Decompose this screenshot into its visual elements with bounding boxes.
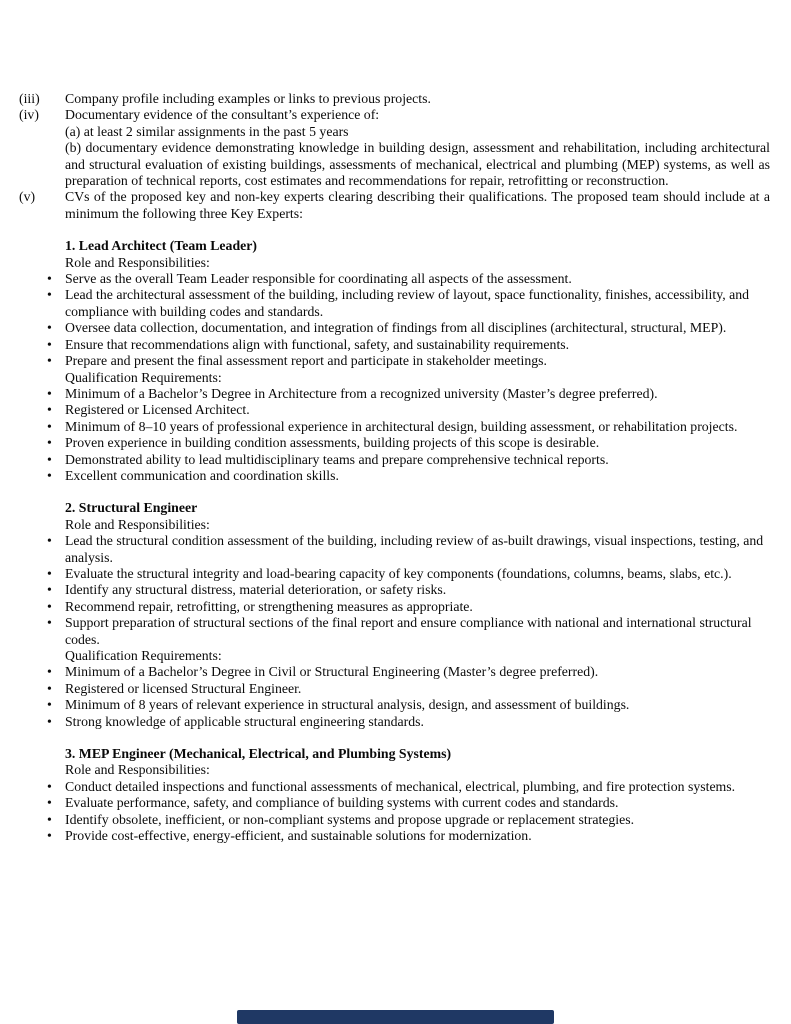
qualifications-list (19, 386, 770, 484)
roles-label: Role and Responsibilities: (65, 516, 210, 532)
list-item-marker: (iv) (19, 107, 39, 123)
home-indicator-bar[interactable] (237, 1010, 554, 1024)
expert-heading: 2. Structural Engineer (65, 500, 198, 516)
role-item: • Serve as the overall Team Leader responsible for coordinating all aspects of the assessment. (19, 271, 770, 287)
list-item-text: CVs of the proposed key and non-key experts clearing describing their qualifications. The proposed team should include at a minimum the following three Key Experts: (65, 189, 770, 221)
qualification-item: • Demonstrated ability to lead multidisciplinary teams and prepare comprehensive technical reports. (19, 452, 770, 468)
qualification-item: • Registered or Licensed Architect. (19, 402, 770, 418)
list-item-text: Company profile including examples or links to previous projects. (65, 91, 431, 106)
role-item: • Lead the structural condition assessment of the building, including review of as-built drawings, visual inspections, testing, and analysis. (19, 533, 770, 566)
role-item: • Evaluate performance, safety, and compliance of building systems with current codes and standards. (19, 795, 770, 811)
qualifications-label: Qualification Requirements: (65, 648, 222, 663)
qualification-item: • Minimum of a Bachelor’s Degree in Civil or Structural Engineering (Master’s degree preferred). (19, 664, 770, 680)
qualification-item: • Minimum of 8–10 years of professional experience in architectural design, building assessment, or rehabilitation projects. (19, 419, 770, 435)
list-item-marker: (iii) (19, 91, 40, 106)
roles-label: Role and Responsibilities: (65, 254, 210, 270)
role-item: • Evaluate the structural integrity and load-bearing capacity of key components (foundations, columns, beams, slabs, etc.). (19, 566, 770, 582)
roles-label: Role and Responsibilities: (65, 762, 210, 778)
roles-list (19, 779, 770, 845)
list-item-marker: (v) (19, 189, 36, 205)
role-item: • Ensure that recommendations align with functional, safety, and sustainability requirements. (19, 337, 770, 353)
expert-heading: 3. MEP Engineer (Mechanical, Electrical, and Plumbing Systems) (65, 746, 452, 762)
list-item-body (65, 107, 770, 189)
expert-heading: 1. Lead Architect (Team Leader) (65, 238, 257, 254)
role-item: • Conduct detailed inspections and functional assessments of mechanical, electrical, plumbing, and fire protection systems. (19, 779, 770, 795)
role-item: • Identify obsolete, inefficient, or non-compliant systems and propose upgrade or replacement strategies. (19, 812, 770, 828)
sub-item-a: (a) at least 2 similar assignments in the past 5 years (65, 123, 349, 139)
qualification-item: • Strong knowledge of applicable structural engineering standards. (19, 714, 770, 730)
role-item: • Provide cost-effective, energy-efficient, and sustainable solutions for modernization. (19, 828, 770, 844)
role-item: • Recommend repair, retrofitting, or strengthening measures as appropriate. (19, 599, 770, 615)
role-item: • Prepare and present the final assessment report and participate in stakeholder meetings. (19, 353, 770, 369)
sub-item-b: (b) documentary evidence demonstrating knowledge in building design, assessment and rehabilitation, including architectural and structural evaluation of existing buildings, assessments of mechanical, electrical and plumbing (MEP) systems, as well as preparation of technical reports, cost estimates and recommendations for repair, retrofitting or reconstruction. (65, 140, 770, 189)
list-item-text: Documentary evidence of the consultant’s experience of: (65, 107, 380, 123)
roles-list (19, 533, 770, 648)
qualification-item: • Excellent communication and coordination skills. (19, 468, 770, 484)
list-item (19, 91, 770, 107)
qualifications-list (19, 664, 770, 730)
list-item (19, 189, 770, 222)
role-item: • Identify any structural distress, material deterioration, or safety risks. (19, 582, 770, 598)
expert-section-structural-engineer (19, 500, 770, 730)
qualification-item: • Proven experience in building condition assessments, building projects of this scope is desirable. (19, 435, 770, 451)
qualifications-label: Qualification Requirements: (65, 369, 222, 385)
expert-section-mep-engineer (19, 746, 770, 844)
qualification-item: • Registered or licensed Structural Engineer. (19, 681, 770, 697)
expert-section-lead-architect (19, 238, 770, 484)
roles-list (19, 271, 770, 369)
qualification-item: • Minimum of a Bachelor’s Degree in Architecture from a recognized university (Master’s degree preferred). (19, 386, 770, 402)
qualification-item: • Minimum of 8 years of relevant experience in structural analysis, design, and assessment of buildings. (19, 697, 770, 713)
list-item (19, 107, 770, 189)
role-item: • Lead the architectural assessment of the building, including review of layout, space functionality, finishes, accessibility, and compliance with building codes and standards. (19, 287, 770, 320)
role-item: • Oversee data collection, documentation, and integration of findings from all disciplines (architectural, structural, MEP). (19, 320, 770, 336)
role-item: • Support preparation of structural sections of the final report and ensure compliance with national and international structural codes. (19, 615, 770, 648)
